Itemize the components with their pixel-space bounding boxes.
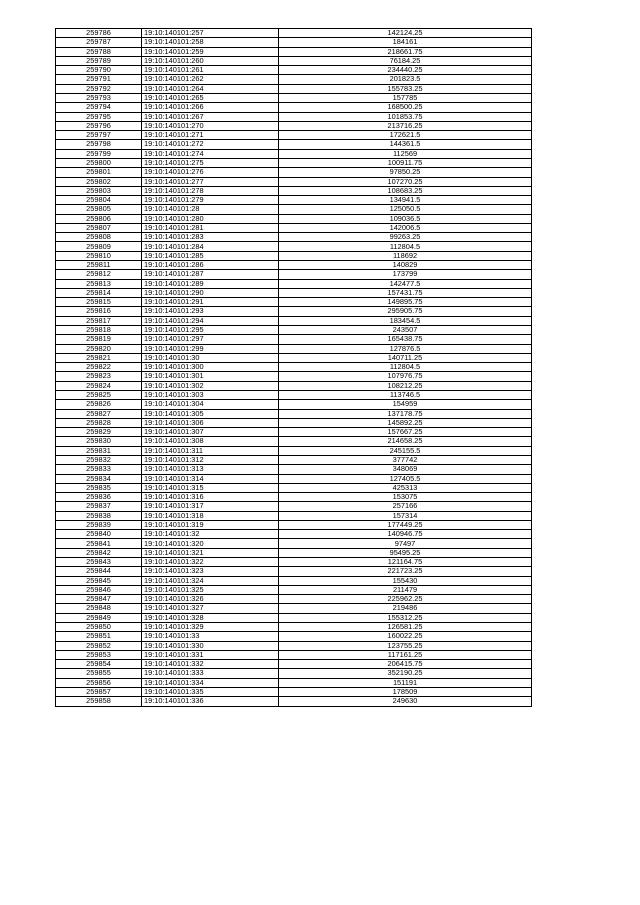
row-id-cell: 259795 <box>56 112 142 121</box>
cadastral-number-cell: 19:10:140101:274 <box>142 149 279 158</box>
row-id-cell: 259840 <box>56 530 142 539</box>
cadastral-number-cell: 19:10:140101:315 <box>142 483 279 492</box>
value-cell: 157314 <box>279 511 532 520</box>
cadastral-number-cell: 19:10:140101:285 <box>142 251 279 260</box>
cadastral-number-cell: 19:10:140101:295 <box>142 326 279 335</box>
row-id-cell: 259786 <box>56 29 142 38</box>
cadastral-number-cell: 19:10:140101:265 <box>142 93 279 102</box>
table-row <box>56 270 532 279</box>
value-cell: 112804.5 <box>279 242 532 251</box>
value-cell: 155312.25 <box>279 613 532 622</box>
table-row <box>56 687 532 696</box>
table-row <box>56 502 532 511</box>
table-row <box>56 38 532 47</box>
row-id-cell: 259814 <box>56 288 142 297</box>
cadastral-number-cell: 19:10:140101:314 <box>142 474 279 483</box>
row-id-cell: 259810 <box>56 251 142 260</box>
cadastral-number-cell: 19:10:140101:28 <box>142 205 279 214</box>
cadastral-number-cell: 19:10:140101:332 <box>142 660 279 669</box>
table-row <box>56 353 532 362</box>
table-row <box>56 158 532 167</box>
table-row <box>56 149 532 158</box>
cadastral-number-cell: 19:10:140101:291 <box>142 298 279 307</box>
cadastral-number-cell: 19:10:140101:305 <box>142 409 279 418</box>
row-id-cell: 259822 <box>56 363 142 372</box>
cadastral-number-cell: 19:10:140101:336 <box>142 697 279 706</box>
value-cell: 101853.75 <box>279 112 532 121</box>
row-id-cell: 259787 <box>56 38 142 47</box>
row-id-cell: 259832 <box>56 455 142 464</box>
row-id-cell: 259838 <box>56 511 142 520</box>
cadastral-number-cell: 19:10:140101:272 <box>142 140 279 149</box>
row-id-cell: 259855 <box>56 669 142 678</box>
cadastral-number-cell: 19:10:140101:330 <box>142 641 279 650</box>
value-cell: 142477.5 <box>279 279 532 288</box>
cadastral-number-cell: 19:10:140101:258 <box>142 38 279 47</box>
value-cell: 172621.5 <box>279 131 532 140</box>
row-id-cell: 259790 <box>56 66 142 75</box>
cadastral-number-cell: 19:10:140101:326 <box>142 595 279 604</box>
row-id-cell: 259811 <box>56 261 142 270</box>
value-cell: 140711.25 <box>279 353 532 362</box>
cadastral-number-cell: 19:10:140101:286 <box>142 261 279 270</box>
value-cell: 155783.25 <box>279 84 532 93</box>
value-cell: 134941.5 <box>279 196 532 205</box>
row-id-cell: 259835 <box>56 483 142 492</box>
cadastral-number-cell: 19:10:140101:275 <box>142 158 279 167</box>
value-cell: 157667.25 <box>279 428 532 437</box>
row-id-cell: 259827 <box>56 409 142 418</box>
table-row <box>56 409 532 418</box>
cadastral-number-cell: 19:10:140101:325 <box>142 585 279 594</box>
row-id-cell: 259839 <box>56 520 142 529</box>
table-row <box>56 66 532 75</box>
table-row <box>56 326 532 335</box>
cadastral-number-cell: 19:10:140101:300 <box>142 363 279 372</box>
row-id-cell: 259818 <box>56 326 142 335</box>
cadastral-number-cell: 19:10:140101:261 <box>142 66 279 75</box>
value-cell: 151191 <box>279 678 532 687</box>
row-id-cell: 259842 <box>56 548 142 557</box>
table-row <box>56 344 532 353</box>
cadastral-number-cell: 19:10:140101:293 <box>142 307 279 316</box>
table-row <box>56 400 532 409</box>
value-cell: 149895.75 <box>279 298 532 307</box>
row-id-cell: 259792 <box>56 84 142 93</box>
value-cell: 123755.25 <box>279 641 532 650</box>
cadastral-number-cell: 19:10:140101:294 <box>142 316 279 325</box>
table-row <box>56 214 532 223</box>
cadastral-number-cell: 19:10:140101:322 <box>142 558 279 567</box>
cadastral-number-cell: 19:10:140101:271 <box>142 131 279 140</box>
table-row <box>56 186 532 195</box>
table-row <box>56 279 532 288</box>
row-id-cell: 259825 <box>56 390 142 399</box>
row-id-cell: 259848 <box>56 604 142 613</box>
table-row <box>56 56 532 65</box>
row-id-cell: 259815 <box>56 298 142 307</box>
value-cell: 154959 <box>279 400 532 409</box>
value-cell: 245155.5 <box>279 446 532 455</box>
value-cell: 97497 <box>279 539 532 548</box>
table-row <box>56 363 532 372</box>
table-row <box>56 660 532 669</box>
row-id-cell: 259798 <box>56 140 142 149</box>
table-row <box>56 530 532 539</box>
row-id-cell: 259844 <box>56 567 142 576</box>
cadastral-number-cell: 19:10:140101:313 <box>142 465 279 474</box>
table-row <box>56 678 532 687</box>
table-row <box>56 446 532 455</box>
row-id-cell: 259796 <box>56 121 142 130</box>
table-row <box>56 474 532 483</box>
table-row <box>56 103 532 112</box>
row-id-cell: 259821 <box>56 353 142 362</box>
table-row <box>56 465 532 474</box>
cadastral-number-cell: 19:10:140101:329 <box>142 623 279 632</box>
value-cell: 348069 <box>279 465 532 474</box>
table-row <box>56 613 532 622</box>
cadastral-number-cell: 19:10:140101:334 <box>142 678 279 687</box>
value-cell: 165438.75 <box>279 335 532 344</box>
value-cell: 125050.5 <box>279 205 532 214</box>
table-row <box>56 604 532 613</box>
value-cell: 214658.25 <box>279 437 532 446</box>
value-cell: 100911.75 <box>279 158 532 167</box>
cadastral-number-cell: 19:10:140101:262 <box>142 75 279 84</box>
row-id-cell: 259819 <box>56 335 142 344</box>
row-id-cell: 259851 <box>56 632 142 641</box>
row-id-cell: 259830 <box>56 437 142 446</box>
row-id-cell: 259802 <box>56 177 142 186</box>
value-cell: 225962.25 <box>279 595 532 604</box>
cadastral-number-cell: 19:10:140101:280 <box>142 214 279 223</box>
cadastral-number-cell: 19:10:140101:32 <box>142 530 279 539</box>
value-cell: 211479 <box>279 585 532 594</box>
value-cell: 295905.75 <box>279 307 532 316</box>
value-cell: 142124.25 <box>279 29 532 38</box>
value-cell: 107270.25 <box>279 177 532 186</box>
value-cell: 425313 <box>279 483 532 492</box>
cadastral-number-cell: 19:10:140101:297 <box>142 335 279 344</box>
cadastral-number-cell: 19:10:140101:287 <box>142 270 279 279</box>
table-body <box>56 29 532 707</box>
value-cell: 213716.25 <box>279 121 532 130</box>
table-row <box>56 121 532 130</box>
cadastral-number-cell: 19:10:140101:279 <box>142 196 279 205</box>
row-id-cell: 259849 <box>56 613 142 622</box>
table-row <box>56 576 532 585</box>
row-id-cell: 259828 <box>56 418 142 427</box>
row-id-cell: 259856 <box>56 678 142 687</box>
value-cell: 99263.25 <box>279 233 532 242</box>
cadastral-number-cell: 19:10:140101:278 <box>142 186 279 195</box>
table-row <box>56 251 532 260</box>
row-id-cell: 259817 <box>56 316 142 325</box>
value-cell: 155430 <box>279 576 532 585</box>
table-row <box>56 595 532 604</box>
cadastral-number-cell: 19:10:140101:320 <box>142 539 279 548</box>
cadastral-number-cell: 19:10:140101:303 <box>142 390 279 399</box>
value-cell: 113746.5 <box>279 390 532 399</box>
table-row <box>56 697 532 706</box>
table-row <box>56 641 532 650</box>
table-row <box>56 223 532 232</box>
value-cell: 160022.25 <box>279 632 532 641</box>
table-row <box>56 390 532 399</box>
table-row <box>56 428 532 437</box>
row-id-cell: 259804 <box>56 196 142 205</box>
value-cell: 112804.5 <box>279 363 532 372</box>
value-cell: 108683.25 <box>279 186 532 195</box>
value-cell: 127876.5 <box>279 344 532 353</box>
cadastral-number-cell: 19:10:140101:312 <box>142 455 279 464</box>
table-row <box>56 233 532 242</box>
table-row <box>56 140 532 149</box>
table-row <box>56 47 532 56</box>
table-row <box>56 669 532 678</box>
value-cell: 117161.25 <box>279 650 532 659</box>
row-id-cell: 259820 <box>56 344 142 353</box>
row-id-cell: 259791 <box>56 75 142 84</box>
table-row <box>56 205 532 214</box>
cadastral-number-cell: 19:10:140101:289 <box>142 279 279 288</box>
table-row <box>56 493 532 502</box>
cadastral-number-cell: 19:10:140101:306 <box>142 418 279 427</box>
row-id-cell: 259824 <box>56 381 142 390</box>
cadastral-number-cell: 19:10:140101:284 <box>142 242 279 251</box>
cadastral-number-cell: 19:10:140101:276 <box>142 168 279 177</box>
value-cell: 183454.5 <box>279 316 532 325</box>
row-id-cell: 259853 <box>56 650 142 659</box>
row-id-cell: 259854 <box>56 660 142 669</box>
row-id-cell: 259826 <box>56 400 142 409</box>
table-row <box>56 539 532 548</box>
row-id-cell: 259858 <box>56 697 142 706</box>
value-cell: 219486 <box>279 604 532 613</box>
cadastral-number-cell: 19:10:140101:321 <box>142 548 279 557</box>
cadastral-number-cell: 19:10:140101:259 <box>142 47 279 56</box>
row-id-cell: 259846 <box>56 585 142 594</box>
row-id-cell: 259837 <box>56 502 142 511</box>
cadastral-value-table <box>55 28 532 707</box>
value-cell: 257166 <box>279 502 532 511</box>
value-cell: 173799 <box>279 270 532 279</box>
cadastral-number-cell: 19:10:140101:331 <box>142 650 279 659</box>
table-row <box>56 650 532 659</box>
value-cell: 140946.75 <box>279 530 532 539</box>
row-id-cell: 259799 <box>56 149 142 158</box>
cadastral-number-cell: 19:10:140101:319 <box>142 520 279 529</box>
row-id-cell: 259805 <box>56 205 142 214</box>
table-row <box>56 437 532 446</box>
value-cell: 144361.5 <box>279 140 532 149</box>
value-cell: 201823.5 <box>279 75 532 84</box>
value-cell: 249630 <box>279 697 532 706</box>
table-row <box>56 483 532 492</box>
cadastral-number-cell: 19:10:140101:264 <box>142 84 279 93</box>
table-row <box>56 632 532 641</box>
cadastral-number-cell: 19:10:140101:318 <box>142 511 279 520</box>
row-id-cell: 259833 <box>56 465 142 474</box>
row-id-cell: 259850 <box>56 623 142 632</box>
table-row <box>56 418 532 427</box>
value-cell: 184161 <box>279 38 532 47</box>
row-id-cell: 259808 <box>56 233 142 242</box>
cadastral-number-cell: 19:10:140101:302 <box>142 381 279 390</box>
row-id-cell: 259794 <box>56 103 142 112</box>
value-cell: 157785 <box>279 93 532 102</box>
cadastral-number-cell: 19:10:140101:311 <box>142 446 279 455</box>
value-cell: 121164.75 <box>279 558 532 567</box>
value-cell: 218661.75 <box>279 47 532 56</box>
table-row <box>56 316 532 325</box>
value-cell: 352190.25 <box>279 669 532 678</box>
cadastral-number-cell: 19:10:140101:283 <box>142 233 279 242</box>
cadastral-number-cell: 19:10:140101:327 <box>142 604 279 613</box>
table-row <box>56 585 532 594</box>
value-cell: 76184.25 <box>279 56 532 65</box>
value-cell: 126581.25 <box>279 623 532 632</box>
cadastral-number-cell: 19:10:140101:270 <box>142 121 279 130</box>
cadastral-number-cell: 19:10:140101:30 <box>142 353 279 362</box>
table-row <box>56 168 532 177</box>
table-row <box>56 242 532 251</box>
table-row <box>56 511 532 520</box>
cadastral-number-cell: 19:10:140101:307 <box>142 428 279 437</box>
row-id-cell: 259801 <box>56 168 142 177</box>
table-row <box>56 261 532 270</box>
table-row <box>56 196 532 205</box>
row-id-cell: 259836 <box>56 493 142 502</box>
value-cell: 97850.25 <box>279 168 532 177</box>
value-cell: 107976.75 <box>279 372 532 381</box>
cadastral-number-cell: 19:10:140101:299 <box>142 344 279 353</box>
table-row <box>56 567 532 576</box>
row-id-cell: 259806 <box>56 214 142 223</box>
cadastral-number-cell: 19:10:140101:316 <box>142 493 279 502</box>
value-cell: 178509 <box>279 687 532 696</box>
cadastral-number-cell: 19:10:140101:33 <box>142 632 279 641</box>
value-cell: 142006.5 <box>279 223 532 232</box>
value-cell: 177449.25 <box>279 520 532 529</box>
row-id-cell: 259788 <box>56 47 142 56</box>
cadastral-number-cell: 19:10:140101:333 <box>142 669 279 678</box>
table-row <box>56 131 532 140</box>
row-id-cell: 259823 <box>56 372 142 381</box>
table-row <box>56 288 532 297</box>
table-row <box>56 381 532 390</box>
row-id-cell: 259809 <box>56 242 142 251</box>
row-id-cell: 259803 <box>56 186 142 195</box>
row-id-cell: 259813 <box>56 279 142 288</box>
table-row <box>56 177 532 186</box>
cadastral-number-cell: 19:10:140101:290 <box>142 288 279 297</box>
row-id-cell: 259852 <box>56 641 142 650</box>
table-row <box>56 455 532 464</box>
cadastral-number-cell: 19:10:140101:301 <box>142 372 279 381</box>
value-cell: 95495.25 <box>279 548 532 557</box>
cadastral-number-cell: 19:10:140101:304 <box>142 400 279 409</box>
table-row <box>56 29 532 38</box>
value-cell: 145892.25 <box>279 418 532 427</box>
row-id-cell: 259847 <box>56 595 142 604</box>
row-id-cell: 259807 <box>56 223 142 232</box>
row-id-cell: 259812 <box>56 270 142 279</box>
table-row <box>56 558 532 567</box>
cadastral-number-cell: 19:10:140101:335 <box>142 687 279 696</box>
row-id-cell: 259834 <box>56 474 142 483</box>
value-cell: 243507 <box>279 326 532 335</box>
cadastral-number-cell: 19:10:140101:257 <box>142 29 279 38</box>
table-row <box>56 84 532 93</box>
table-row <box>56 623 532 632</box>
table-row <box>56 93 532 102</box>
row-id-cell: 259789 <box>56 56 142 65</box>
cadastral-number-cell: 19:10:140101:277 <box>142 177 279 186</box>
row-id-cell: 259793 <box>56 93 142 102</box>
value-cell: 140829 <box>279 261 532 270</box>
row-id-cell: 259831 <box>56 446 142 455</box>
table-row <box>56 372 532 381</box>
row-id-cell: 259843 <box>56 558 142 567</box>
cadastral-number-cell: 19:10:140101:281 <box>142 223 279 232</box>
value-cell: 118692 <box>279 251 532 260</box>
row-id-cell: 259797 <box>56 131 142 140</box>
cadastral-number-cell: 19:10:140101:324 <box>142 576 279 585</box>
cadastral-number-cell: 19:10:140101:323 <box>142 567 279 576</box>
table-row <box>56 520 532 529</box>
cadastral-number-cell: 19:10:140101:267 <box>142 112 279 121</box>
row-id-cell: 259841 <box>56 539 142 548</box>
row-id-cell: 259829 <box>56 428 142 437</box>
row-id-cell: 259816 <box>56 307 142 316</box>
row-id-cell: 259857 <box>56 687 142 696</box>
value-cell: 157431.75 <box>279 288 532 297</box>
row-id-cell: 259800 <box>56 158 142 167</box>
value-cell: 127405.5 <box>279 474 532 483</box>
value-cell: 234440.25 <box>279 66 532 75</box>
value-cell: 112569 <box>279 149 532 158</box>
table-row <box>56 298 532 307</box>
value-cell: 108212.25 <box>279 381 532 390</box>
table-row <box>56 307 532 316</box>
table-row <box>56 548 532 557</box>
value-cell: 206415.75 <box>279 660 532 669</box>
value-cell: 109036.5 <box>279 214 532 223</box>
cadastral-number-cell: 19:10:140101:266 <box>142 103 279 112</box>
cadastral-number-cell: 19:10:140101:260 <box>142 56 279 65</box>
value-cell: 153075 <box>279 493 532 502</box>
value-cell: 377742 <box>279 455 532 464</box>
table-row <box>56 335 532 344</box>
cadastral-number-cell: 19:10:140101:328 <box>142 613 279 622</box>
cadastral-number-cell: 19:10:140101:308 <box>142 437 279 446</box>
row-id-cell: 259845 <box>56 576 142 585</box>
cadastral-number-cell: 19:10:140101:317 <box>142 502 279 511</box>
value-cell: 137178.75 <box>279 409 532 418</box>
table-row <box>56 75 532 84</box>
value-cell: 168500.25 <box>279 103 532 112</box>
value-cell: 221723.25 <box>279 567 532 576</box>
table-row <box>56 112 532 121</box>
